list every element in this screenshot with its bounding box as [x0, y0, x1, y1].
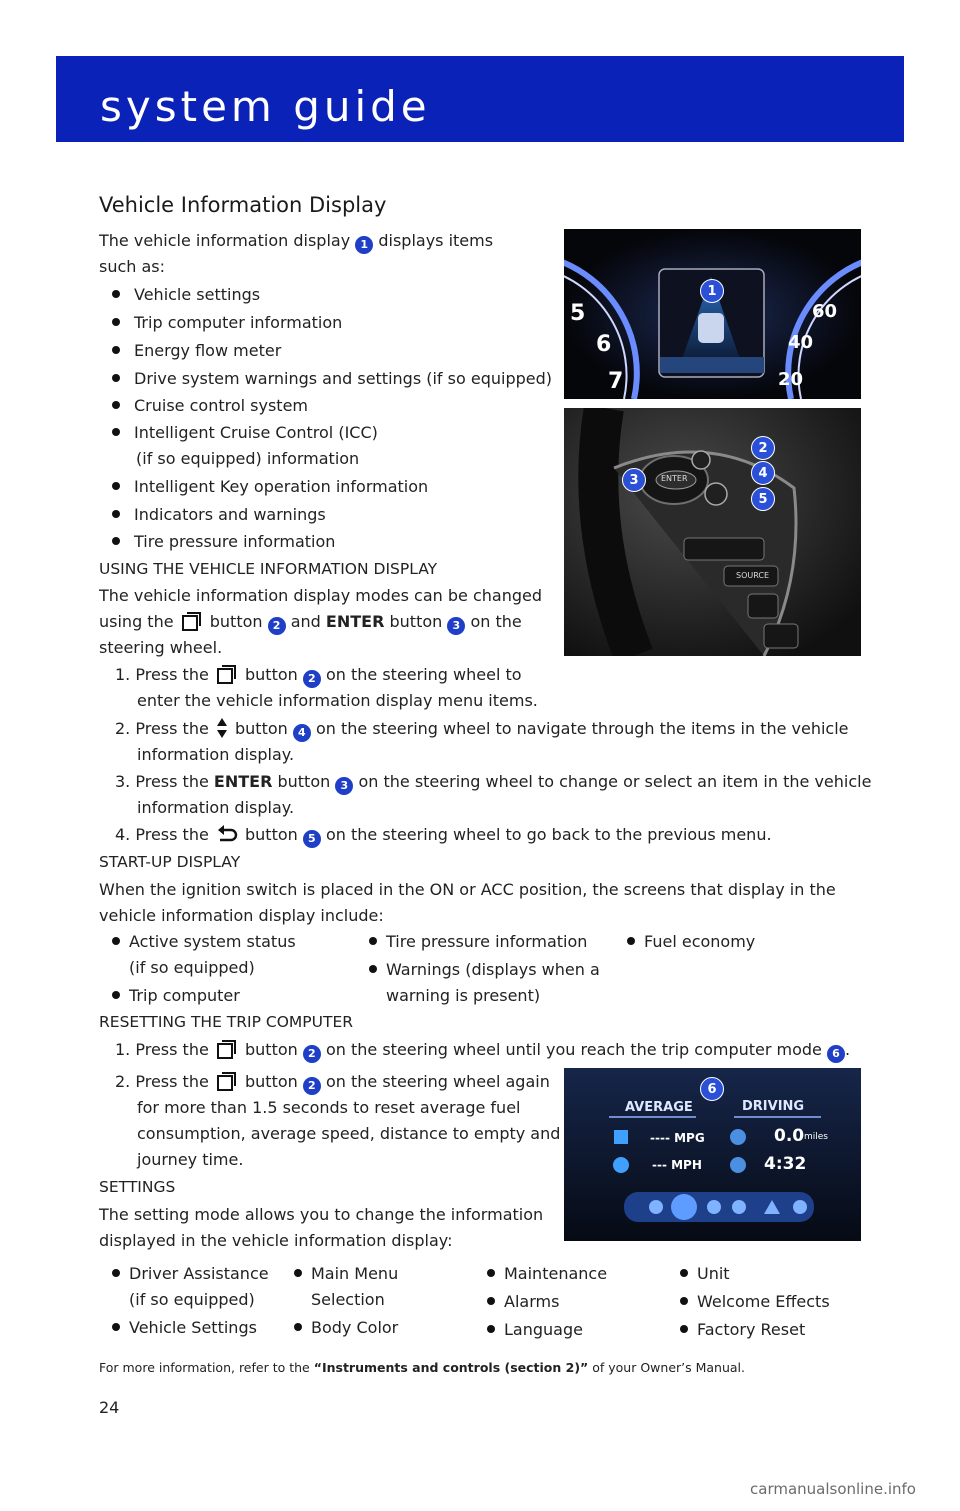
bullet-icon [112, 482, 120, 490]
cluster-photo [564, 229, 861, 399]
list-item: Tire pressure information [369, 929, 587, 955]
intro-text-a: The vehicle information display [99, 231, 351, 250]
trip-mph-readout: --- MPH [652, 1158, 702, 1172]
list-item-continuation: (if so equipped) [129, 1290, 255, 1309]
list-item: Warnings (displays when a [369, 957, 600, 983]
bullet-icon [487, 1269, 495, 1277]
list-item: Fuel economy [627, 929, 755, 955]
list-item: Trip computer [112, 983, 240, 1009]
steering-wheel-photo [564, 408, 861, 656]
photo-callout-6: 6 [700, 1077, 724, 1101]
gauge-right-label: 20 [778, 369, 804, 390]
bullet-icon [294, 1269, 302, 1277]
subheading-startup: START-UP DISPLAY [99, 853, 241, 871]
page-header-title: system guide [100, 82, 431, 131]
bullet-icon [112, 346, 120, 354]
intro-text-b: displays items [378, 231, 494, 250]
trip-miles-unit: miles [804, 1132, 828, 1142]
photo-callout-1: 1 [700, 279, 724, 303]
footnote: For more information, refer to the “Instruments and controls (section 2)” of your Owner’s Manual. [99, 1360, 746, 1375]
callout-badge-2: 2 [268, 617, 286, 635]
list-item-continuation: (if so equipped) [129, 958, 255, 977]
bullet-icon [112, 991, 120, 999]
trip-miles-value: 0.0 [774, 1126, 805, 1146]
trip-average-label: AVERAGE [625, 1100, 693, 1115]
list-item: Tire pressure information [112, 529, 335, 555]
photo-callout-4: 4 [751, 461, 775, 485]
list-item: Maintenance [487, 1261, 607, 1287]
list-item-continuation: warning is present) [386, 986, 541, 1005]
gauge-right-label: 40 [788, 332, 814, 353]
bullet-icon [627, 937, 635, 945]
gauge-left-label: 7 [608, 369, 624, 394]
list-item: Body Color [294, 1315, 398, 1341]
callout-badge-2: 2 [303, 1045, 321, 1063]
bullet-icon [112, 1269, 120, 1277]
list-item: Unit [680, 1261, 730, 1287]
gauge-left-label: 6 [596, 332, 612, 357]
photo-callout-3: 3 [622, 468, 646, 492]
step-1: 1. Press the button 2 on the steering wheel to [115, 662, 522, 688]
callout-badge-2: 2 [303, 670, 321, 688]
trip-driving-label: DRIVING [742, 1099, 805, 1114]
subheading-settings: SETTINGS [99, 1178, 176, 1196]
list-item: Language [487, 1317, 583, 1343]
bullet-icon [112, 537, 120, 545]
bullet-icon [487, 1325, 495, 1333]
list-item: Intelligent Cruise Control (ICC) [112, 420, 378, 446]
display-button-icon [181, 610, 203, 632]
list-item: Cruise control system [112, 393, 308, 419]
wheel-source-label: SOURCE [736, 571, 770, 580]
watermark: carmanualsonline.info [750, 1480, 916, 1498]
step-3: 3. Press the ENTER button 3 on the steering wheel to change or select an item in the vehicle [115, 769, 871, 795]
photo-callout-2: 2 [751, 436, 775, 460]
list-item: Energy flow meter [112, 338, 281, 364]
startup-line-2: vehicle information display include: [99, 906, 384, 925]
bullet-icon [680, 1297, 688, 1305]
bullet-icon [112, 374, 120, 382]
reset-step-2-cont: for more than 1.5 seconds to reset average fuel [137, 1098, 521, 1117]
bullet-icon [112, 428, 120, 436]
subheading-reset: RESETTING THE TRIP COMPUTER [99, 1013, 354, 1031]
callout-badge-3: 3 [447, 617, 465, 635]
gauge-right-label: 60 [812, 301, 838, 322]
list-item: Drive system warnings and settings (if so equipped) [112, 366, 552, 392]
list-item: Vehicle Settings [112, 1315, 257, 1341]
callout-badge-1: 1 [355, 236, 373, 254]
list-item: Intelligent Key operation information [112, 474, 428, 500]
reset-step-1: 1. Press the button 2 on the steering wheel until you reach the trip computer mode 6 . [115, 1037, 850, 1063]
bullet-icon [112, 401, 120, 409]
trip-mpg-readout: ---- MPG [650, 1131, 705, 1145]
bullet-icon [294, 1323, 302, 1331]
gauge-left-label: 5 [570, 301, 586, 326]
list-item: Alarms [487, 1289, 559, 1315]
callout-badge-3: 3 [335, 777, 353, 795]
wheel-enter-label: ENTER [661, 474, 688, 483]
bullet-icon [112, 1323, 120, 1331]
reset-step-2-cont: consumption, average speed, distance to empty and [137, 1124, 561, 1143]
intro-line-1 [99, 228, 493, 254]
using-line-3: steering wheel. [99, 638, 223, 657]
step-2-cont: information display. [137, 745, 295, 764]
list-item: Factory Reset [680, 1317, 805, 1343]
callout-badge-6: 6 [827, 1045, 845, 1063]
using-line-2: using the button 2 and ENTER button 3 on the [99, 609, 522, 635]
bullet-icon [112, 290, 120, 298]
bullet-icon [112, 318, 120, 326]
bullet-icon [369, 937, 377, 945]
callout-badge-2: 2 [303, 1077, 321, 1095]
list-item: Indicators and warnings [112, 502, 326, 528]
settings-line-1: The setting mode allows you to change the information [99, 1205, 544, 1224]
step-2: 2. Press the button 4 on the steering wheel to navigate through the items in the vehicle [115, 716, 849, 742]
page-number: 24 [99, 1398, 120, 1417]
list-item-continuation: (if so equipped) information [136, 449, 360, 468]
list-item: Welcome Effects [680, 1289, 830, 1315]
using-line-1: The vehicle information display modes can be changed [99, 586, 542, 605]
step-3-cont: information display. [137, 798, 295, 817]
list-item: Main Menu [294, 1261, 398, 1287]
trip-time-value: 4:32 [764, 1154, 807, 1174]
callout-badge-4: 4 [293, 724, 311, 742]
display-button-icon [216, 1038, 238, 1060]
step-1-cont: enter the vehicle information display menu items. [137, 691, 538, 710]
display-button-icon [216, 663, 238, 685]
steering-wheel-illustration [564, 408, 861, 656]
list-item: Active system status [112, 929, 296, 955]
reset-step-2: 2. Press the button 2 on the steering wheel again [115, 1069, 550, 1095]
header-banner [56, 56, 904, 142]
bullet-icon [487, 1297, 495, 1305]
back-arrow-icon [216, 823, 238, 845]
photo-callout-5: 5 [751, 487, 775, 511]
list-item-continuation: Selection [311, 1290, 385, 1309]
up-down-arrow-icon [216, 717, 228, 739]
bullet-icon [112, 937, 120, 945]
bullet-icon [680, 1325, 688, 1333]
step-4: 4. Press the button 5 on the steering wheel to go back to the previous menu. [115, 822, 772, 848]
intro-line-2: such as: [99, 257, 166, 276]
list-item: Driver Assistance [112, 1261, 269, 1287]
section-title: Vehicle Information Display [99, 193, 387, 217]
list-item: Trip computer information [112, 310, 342, 336]
startup-line-1: When the ignition switch is placed in the ON or ACC position, the screens that display in the [99, 880, 836, 899]
bullet-icon [369, 965, 377, 973]
reset-step-2-cont: journey time. [137, 1150, 244, 1169]
callout-badge-5: 5 [303, 830, 321, 848]
list-item: Vehicle settings [112, 282, 260, 308]
bullet-icon [680, 1269, 688, 1277]
display-button-icon [216, 1070, 238, 1092]
settings-line-2: displayed in the vehicle information display: [99, 1231, 453, 1250]
bullet-icon [112, 510, 120, 518]
subheading-using: USING THE VEHICLE INFORMATION DISPLAY [99, 560, 438, 578]
